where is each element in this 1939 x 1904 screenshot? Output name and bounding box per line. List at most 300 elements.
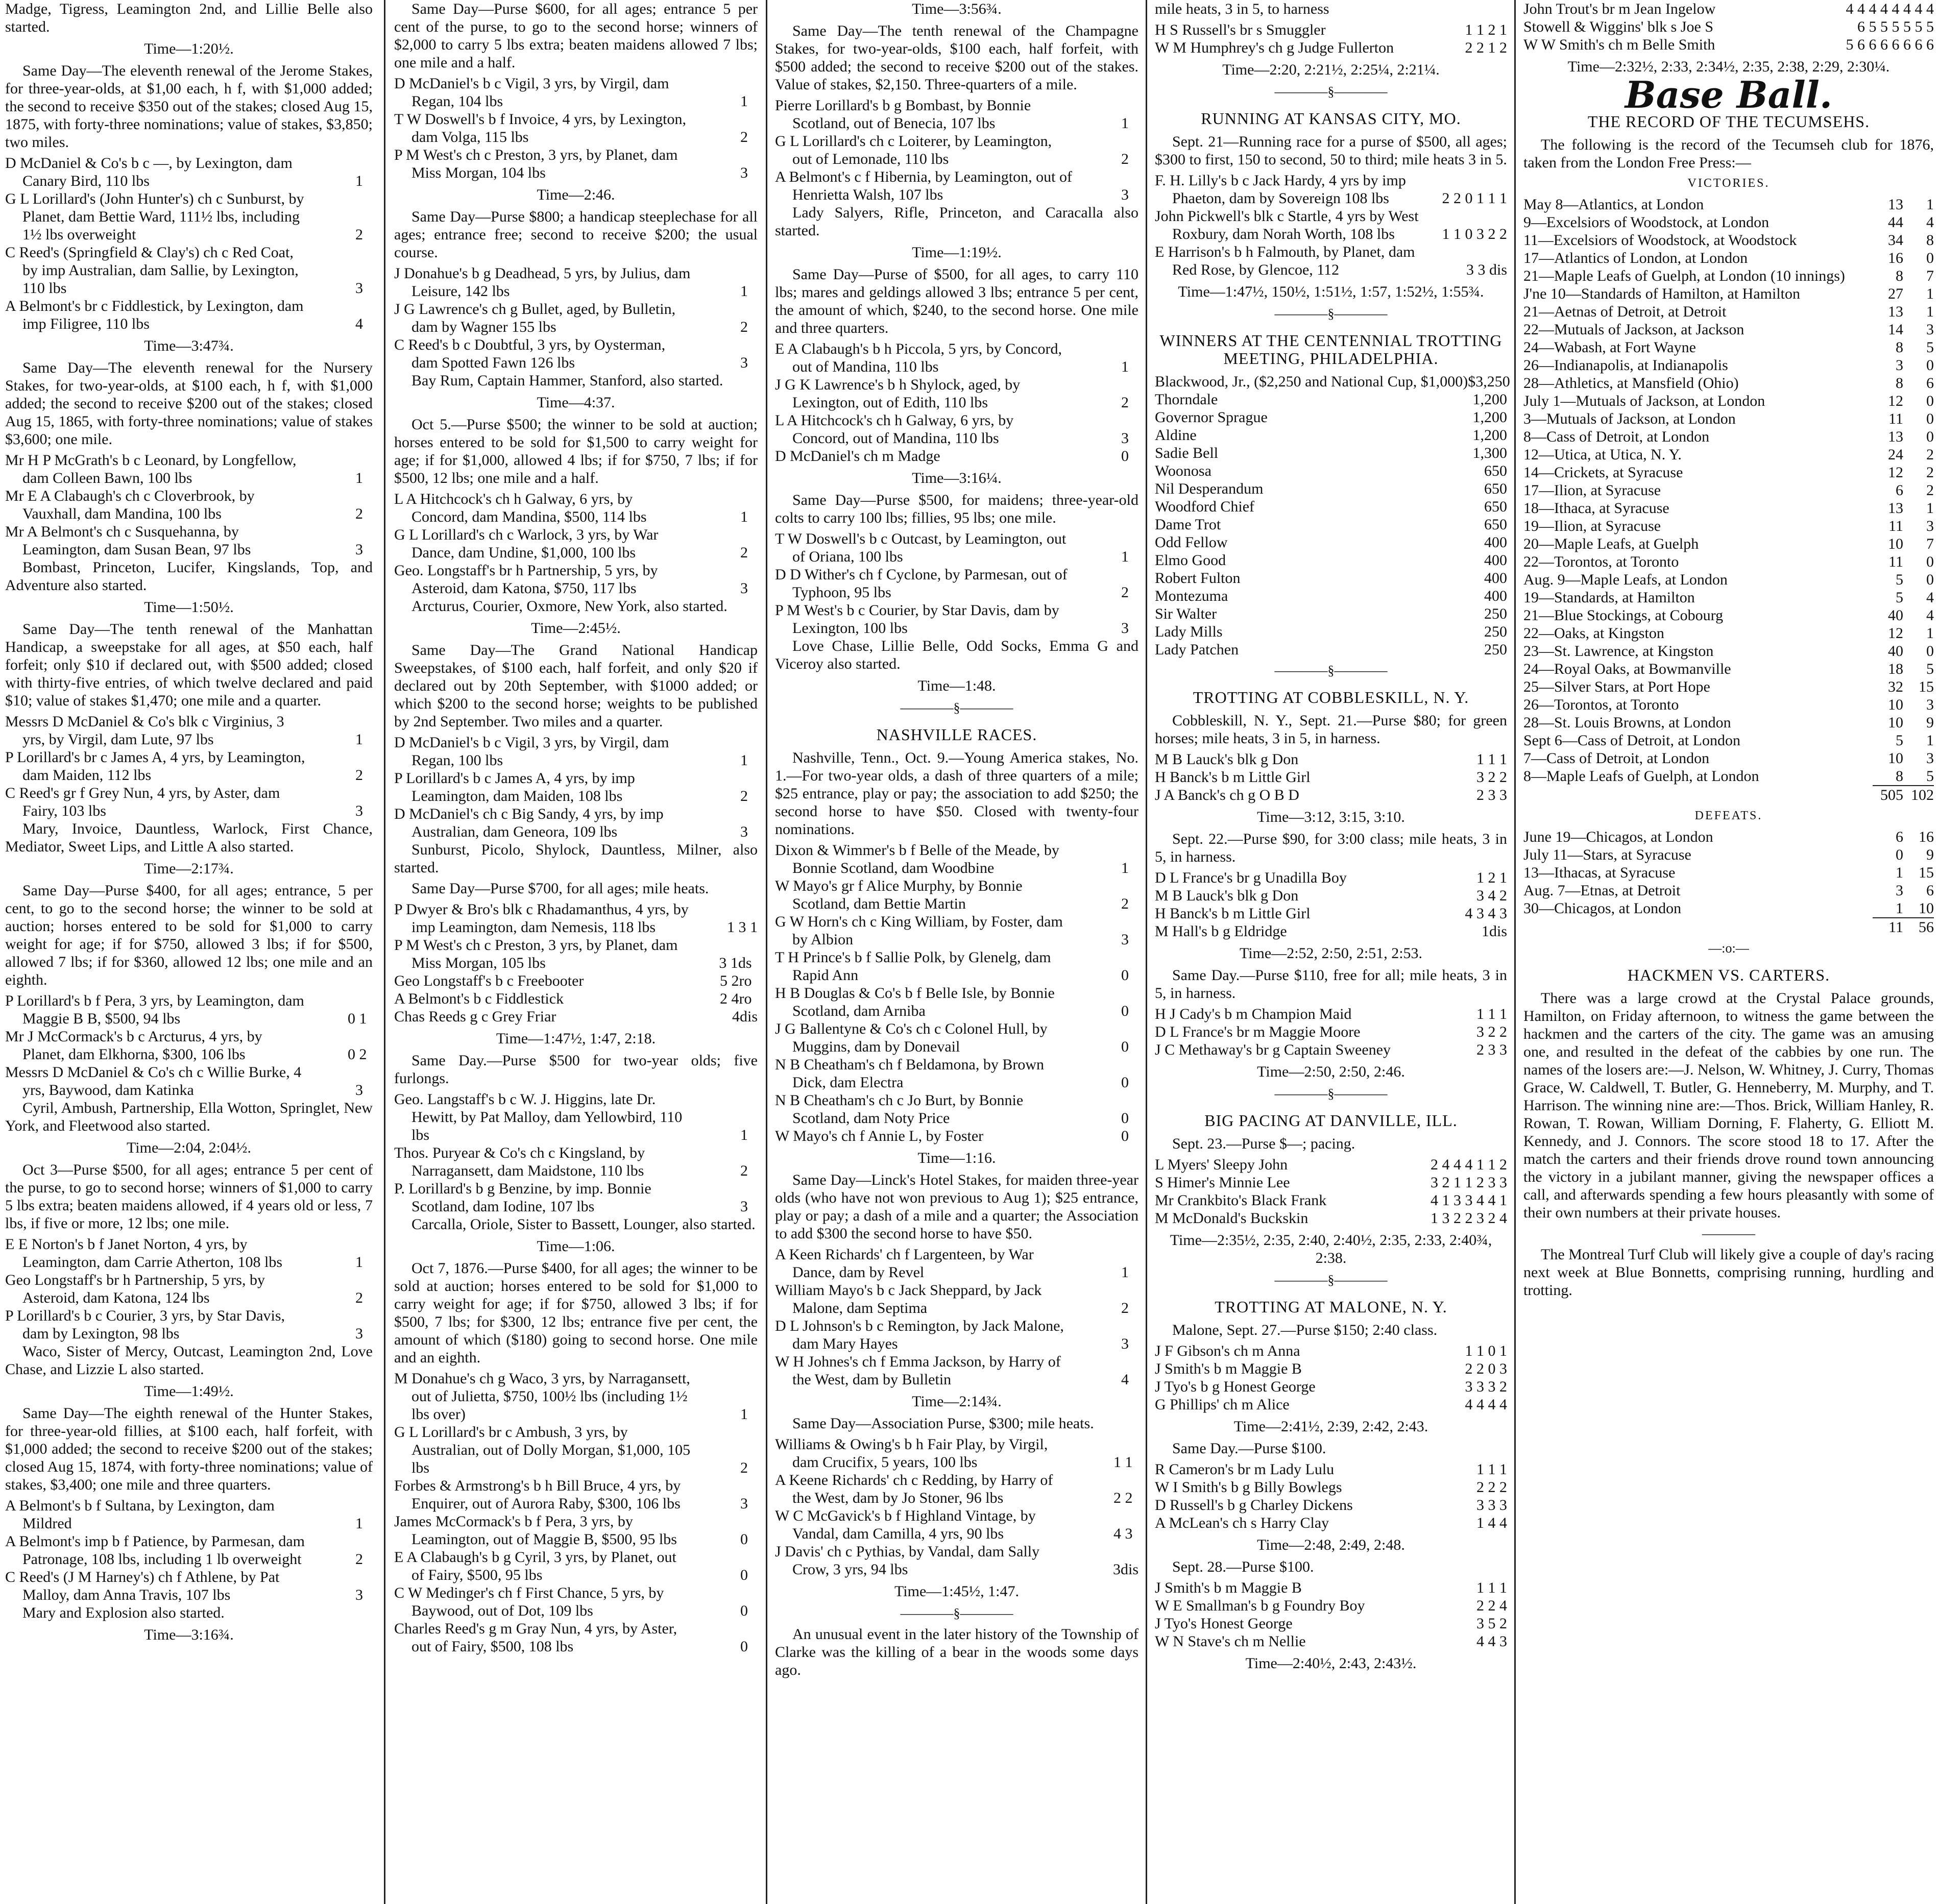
race-time: Time—1:50½. bbox=[144, 599, 234, 616]
race-entry: G L Lorillard's br c Ambush, 3 yrs, by Australian, out of Dolly Morgan, $1,000, 105 lbs 2 bbox=[394, 1423, 758, 1477]
race-description: Same Day—The eleventh renewal of the Jerome Stakes, for three-year-olds, at $1,00 each, h f, with $1,000 added; the second to receive $350 out of the stakes; closed Aug 15, 1875, with forty-three nominations; value of stakes, $3,850; two miles. bbox=[5, 62, 373, 151]
entry-placing: 4 3 bbox=[1113, 1525, 1133, 1542]
entry-text: Thos. Puryear & Co's ch c Kingsland, by Narragansett, dam Maidstone, 110 lbs bbox=[394, 1144, 645, 1179]
entry-text: W M Humphrey's ch g Judge Fullerton bbox=[1155, 39, 1394, 56]
winnings-amount: 650 bbox=[1484, 462, 1507, 479]
race-entry: N B Cheatham's ch c Jo Burt, by Bonnie Scotland, dam Noty Price 0 bbox=[775, 1091, 1138, 1127]
entry-text: E Harrison's b h Falmouth, by Planet, dam Red Rose, by Glencoe, 112 bbox=[1155, 243, 1415, 278]
entry-list bbox=[5, 992, 373, 1099]
column-rule bbox=[1146, 0, 1147, 1904]
entry-text: W Mayo's gr f Alice Murphy, by Bonnie Scotland, dam Bettie Martin bbox=[775, 877, 1023, 912]
column-rule bbox=[1514, 0, 1516, 1904]
runs-for: 3 bbox=[1896, 357, 1903, 374]
runs-against: 6 bbox=[1926, 375, 1934, 392]
runs-against: 5 bbox=[1926, 768, 1934, 785]
horse-name: Dame Trot bbox=[1155, 516, 1221, 533]
winnings-amount: 400 bbox=[1484, 588, 1507, 604]
race-time: Time—1:49½. bbox=[144, 1383, 234, 1400]
game-description: 19—Ilion, at Syracuse bbox=[1523, 518, 1661, 534]
race-entry: D McDaniel & Co's b c —, by Lexington, dam Canary Bird, 110 lbs 1 bbox=[5, 154, 373, 190]
winnings-amount: 400 bbox=[1484, 534, 1507, 551]
race-entry: Geo Longstaff's br h Partnership, 5 yrs, by Asteroid, dam Katona, 124 lbs 2 bbox=[5, 1271, 373, 1307]
race-description: Same Day—The eleventh renewal for the Nursery Stakes, for two-year-olds, at $100 each, h f, with $1,000 added; the second to receive $200 out of the stakes; closed Aug 15, 1865, with forty-three nominations; value of stakes $3,600; one mile. bbox=[5, 359, 373, 448]
runs-for: 6 bbox=[1896, 482, 1903, 499]
entry-placing: 4 1 3 3 4 4 1 bbox=[1431, 1192, 1507, 1209]
game-description: 8—Cass of Detroit, at London bbox=[1523, 428, 1710, 445]
total-runs-for: 505 bbox=[1873, 785, 1903, 804]
section-divider: ————§———— bbox=[1274, 1086, 1388, 1101]
entry-placing: 3 2 1 1 2 3 3 bbox=[1431, 1174, 1507, 1191]
runs-against: 0 bbox=[1926, 643, 1934, 660]
entry-text: John Trout's br m Jean Ingelow bbox=[1523, 1, 1716, 17]
entry-list bbox=[775, 530, 1138, 637]
winnings-amount: 650 bbox=[1484, 516, 1507, 533]
race-entry bbox=[5, 1028, 373, 1063]
race-description: Same Day—The Grand National Handicap Sweepstakes, of $100 each, half forfeit, and only $20 if declared out by 20th September, with $1000 added; or which $200 to the second horse; weights to be published by 2nd September. Two miles and a quarter. bbox=[394, 642, 758, 730]
race-entry: J G K Lawrence's b h Shylock, aged, by Lexington, out of Edith, 110 lbs 2 bbox=[775, 376, 1138, 411]
winnings-row bbox=[1155, 641, 1507, 658]
race-entry bbox=[1155, 1478, 1507, 1496]
entry-placing: 1 2 1 bbox=[1476, 869, 1507, 886]
race-entry: J G Ballentyne & Co's ch c Colonel Hull, by Muggins, dam by Donevail 0 bbox=[775, 1020, 1138, 1056]
race-description: Same Day—Linck's Hotel Stakes, for maiden three-year olds (who have not won previous to Aug 1); $25 entrance, play or pay; a dash of a mile and a quarter; the Association to add $300 the second horse to have $50. bbox=[775, 1171, 1138, 1242]
entry-text: D D Wither's ch f Cyclone, by Parmesan, out of Typhoon, 95 lbs bbox=[775, 566, 1068, 601]
entry-list bbox=[394, 734, 758, 841]
entry-placing: 2 2 0 1 1 1 bbox=[1442, 190, 1507, 207]
race-time: Time—2:48, 2:49, 2:48. bbox=[1257, 1536, 1405, 1553]
entry-placing: 2 2 4 bbox=[1476, 1597, 1507, 1614]
race-entry bbox=[1155, 887, 1507, 905]
entry-placing: 1 1 1 bbox=[1476, 1006, 1507, 1022]
entry-text: Geo. Langstaff's b c W. J. Higgins, late Dr. Hewitt, by Pat Malloy, dam Yellowbird, 110 lbs bbox=[394, 1091, 683, 1143]
runs-against: 4 bbox=[1926, 589, 1934, 606]
race-time: Time—2:35½, 2:35, 2:40, 2:40½, 2:35, 2:33, 2:40¾, 2:38. bbox=[1170, 1232, 1492, 1266]
total-runs-against: 56 bbox=[1903, 917, 1934, 936]
also-started: Bay Rum, Captain Hammer, Stanford, also started. bbox=[411, 372, 723, 389]
race-entry: C Reed's (J M Harney's) ch f Athlene, by Pat Malloy, dam Anna Travis, 107 lbs 3 bbox=[5, 1568, 373, 1604]
entry-text: W W Smith's ch m Belle Smith bbox=[1523, 36, 1715, 53]
race-entry bbox=[1155, 21, 1507, 39]
runs-for: 3 bbox=[1896, 882, 1903, 899]
section-divider: ————§———— bbox=[1274, 663, 1388, 678]
race-entry bbox=[1155, 905, 1507, 922]
race-entry: P. Lorillard's b g Benzine, by imp. Bonnie Scotland, dam Iodine, 107 lbs 3 bbox=[394, 1180, 758, 1215]
horse-name: Nil Desperandum bbox=[1155, 480, 1264, 497]
column-2 bbox=[389, 0, 763, 1904]
game-description: 25—Silver Stars, at Port Hope bbox=[1523, 678, 1710, 695]
horse-name: Montezuma bbox=[1155, 588, 1228, 604]
horse-name: Odd Fellow bbox=[1155, 534, 1228, 551]
runs-against: 6 bbox=[1926, 882, 1934, 899]
entry-placing: 4 3 4 3 bbox=[1465, 905, 1507, 922]
game-description: 30—Chicagos, at London bbox=[1523, 900, 1682, 917]
entry-text: P Dwyer & Bro's blk c Rhadamanthus, 4 yrs, by imp Leamington, dam Nemesis, 118 lbs bbox=[394, 901, 689, 936]
runs-against: 8 bbox=[1926, 232, 1934, 249]
entry-text: N B Cheatham's ch c Jo Burt, by Bonnie Scotland, dam Noty Price bbox=[775, 1092, 1024, 1127]
entry-list bbox=[775, 340, 1138, 465]
race-entry bbox=[1155, 1156, 1507, 1174]
entry-placing: 3 2 2 bbox=[1476, 1023, 1507, 1040]
entry-placing: 3 3 dis bbox=[1466, 261, 1507, 278]
horse-name: Woonosa bbox=[1155, 462, 1211, 479]
section-divider: ————§———— bbox=[900, 700, 1013, 715]
race-time: Time—3:56¾. bbox=[912, 1, 1002, 17]
horse-name: Woodford Chief bbox=[1155, 498, 1255, 515]
race-time: Time—2:40½, 2:43, 2:43½. bbox=[1245, 1655, 1417, 1672]
race-entry: Mr E A Clabaugh's ch c Cloverbrook, by Vauxhall, dam Mandina, 100 lbs 2 bbox=[5, 487, 373, 523]
section-heading: WINNERS AT THE CENTENNIAL TROTTING MEETING, PHILADELPHIA. bbox=[1159, 331, 1502, 368]
entry-text: R Cameron's br m Lady Lulu bbox=[1155, 1461, 1335, 1478]
runs-for: 14 bbox=[1888, 321, 1903, 338]
race-entry: C Reed's b c Doubtful, 3 yrs, by Oysterman, dam Spotted Fawn 126 lbs 3 bbox=[394, 336, 758, 372]
entry-text: E A Clabaugh's b g Cyril, 3 yrs, by Planet, out of Fairy, $500, 95 lbs bbox=[394, 1549, 676, 1583]
race-entry bbox=[1155, 1023, 1507, 1041]
horse-name: Governor Sprague bbox=[1155, 409, 1268, 426]
section-heading: RUNNING AT KANSAS CITY, MO. bbox=[1201, 109, 1461, 128]
entry-placing: 4 4 4 4 bbox=[1465, 1396, 1507, 1413]
fragment-text: mile heats, 3 in 5, to harness bbox=[1155, 1, 1329, 17]
runs-against: 1 bbox=[1926, 285, 1934, 302]
horse-name: Aldine bbox=[1155, 427, 1197, 444]
race-entry bbox=[1523, 36, 1934, 54]
runs-against: 15 bbox=[1919, 864, 1934, 881]
runs-against: 7 bbox=[1926, 267, 1934, 284]
runs-against: 10 bbox=[1919, 900, 1934, 917]
entry-text: Mr H P McGrath's b c Leonard, by Longfellow, dam Colleen Bawn, 100 lbs bbox=[5, 452, 297, 486]
entry-text: Mr J McCormack's b c Arcturus, 4 yrs, by Planet, dam Elkhorna, $300, 106 lbs bbox=[5, 1028, 262, 1063]
game-description: 26—Torontos, at Toronto bbox=[1523, 696, 1679, 713]
race-entry bbox=[1155, 750, 1507, 768]
race-entry bbox=[394, 972, 758, 990]
race-entry bbox=[1155, 869, 1507, 887]
total-runs-against: 102 bbox=[1903, 785, 1934, 804]
runs-against: 16 bbox=[1919, 828, 1934, 845]
entry-text: P. Lorillard's b g Benzine, by imp. Bonnie Scotland, dam Iodine, 107 lbs bbox=[394, 1180, 651, 1215]
entry-text: J Smith's b m Maggie B bbox=[1155, 1579, 1302, 1596]
game-description: 21—Maple Leafs of Guelph, at London (10 innings) bbox=[1523, 267, 1845, 284]
entry-list bbox=[1155, 21, 1507, 57]
section-divider: ———— bbox=[1702, 1226, 1755, 1241]
entry-text: J G Lawrence's ch g Bullet, aged, by Bulletin, dam by Wagner 155 lbs bbox=[394, 301, 676, 335]
section-heading: THE RECORD OF THE TECUMSEHS. bbox=[1587, 112, 1870, 131]
entry-list bbox=[775, 96, 1138, 204]
entry-list bbox=[775, 1246, 1138, 1388]
entry-text: M B Lauck's blk g Don bbox=[1155, 887, 1299, 904]
entry-text: L A Hitchcock's ch h Galway, 6 yrs, by Concord, dam Mandina, $500, 114 lbs bbox=[394, 491, 647, 525]
runs-against: 9 bbox=[1926, 714, 1934, 731]
entry-placing: 1 1 0 1 bbox=[1465, 1342, 1507, 1359]
race-description: Oct 3—Purse $500, for all ages; entrance 5 per cent of the purse, to go to second horse; winners of $1,000 to carry 5 lbs extra; beaten maidens allowed, if 4 years old or less, 7 lbs, if five or more, 12 lbs; one mile. bbox=[5, 1161, 373, 1232]
entry-text: C Reed's (Springfield & Clay's) ch c Red Coat, by imp Australian, dam Sallie, by Lexington, 110 lbs bbox=[5, 244, 299, 297]
race-time: Time—2:52, 2:50, 2:51, 2:53. bbox=[1239, 945, 1423, 962]
race-entry: Forbes & Armstrong's b h Bill Bruce, 4 yrs, by Enquirer, out of Aurora Raby, $300, 106 lbs 3 bbox=[394, 1477, 758, 1512]
game-description: 21—Aetnas of Detroit, at Detroit bbox=[1523, 303, 1727, 320]
entry-placing: 2 3 3 bbox=[1476, 787, 1507, 803]
race-entry: P M West's ch c Preston, 3 yrs, by Planet, dam Miss Morgan, 104 lbs 3 bbox=[394, 146, 758, 182]
winnings-row bbox=[1155, 408, 1507, 426]
runs-against: 1 bbox=[1926, 500, 1934, 517]
total-runs-for: 11 bbox=[1873, 917, 1903, 936]
entry-placing: 5 6 6 6 6 6 6 6 bbox=[1846, 36, 1934, 53]
race-entry bbox=[1155, 922, 1507, 940]
race-time: Time—2:04, 2:04½. bbox=[127, 1139, 251, 1156]
runs-against: 1 bbox=[1926, 732, 1934, 749]
entry-text: G W Horn's ch c King William, by Foster, dam by Albion bbox=[775, 913, 1063, 948]
game-description: 19—Standards, at Hamilton bbox=[1523, 589, 1695, 606]
entry-text: W C McGavick's b f Highland Vintage, by Vandal, dam Camilla, 4 yrs, 90 lbs bbox=[775, 1507, 1036, 1542]
horse-name: Thorndale bbox=[1155, 391, 1218, 408]
winnings-row bbox=[1155, 605, 1507, 623]
runs-against: 5 bbox=[1926, 339, 1934, 356]
entry-text: Williams & Owing's b h Fair Play, by Virgil, dam Crucifix, 5 years, 100 lbs bbox=[775, 1436, 1048, 1471]
race-entry: P Lorillard's b c James A, 4 yrs, by imp Leamington, dam Maiden, 108 lbs 2 bbox=[394, 769, 758, 805]
runs-for: 6 bbox=[1896, 828, 1903, 845]
race-time: Time—2:46. bbox=[537, 186, 615, 203]
game-description: 17—Atlantics of London, at London bbox=[1523, 250, 1748, 266]
race-entry: L A Hitchcock's ch h Galway, 6 yrs, by Concord, dam Mandina, $500, 114 lbs 1 bbox=[394, 490, 758, 526]
race-entry: A Keen Richards' ch f Largenteen, by War Dance, dam by Revel 1 bbox=[775, 1246, 1138, 1281]
race-entry bbox=[1155, 1579, 1507, 1597]
entry-placing: 1 3 1 bbox=[727, 919, 758, 936]
column-rule bbox=[384, 0, 385, 1904]
race-time: Time—2:20, 2:21½, 2:25¼, 2:21¼. bbox=[1222, 61, 1440, 78]
runs-for: 0 bbox=[1896, 846, 1903, 863]
race-entry: D McDaniel's b c Vigil, 3 yrs, by Virgil, dam Regan, 100 lbs 1 bbox=[394, 734, 758, 769]
runs-for: 8 bbox=[1896, 768, 1903, 785]
also-started: Mary and Explosion also started. bbox=[22, 1604, 225, 1621]
race-description: Same Day—Purse $400, for all ages; entrance, 5 per cent, to go to the second horse; the winner to be sold at auction; horses entered to be sold for $1,000 to carry weight for age; if for $750, allowed 3 lbs; if for $500, allowed 7 lbs; if for $360, allowed 12 lbs; one mile and an eighth. bbox=[5, 882, 373, 988]
race-description: Same Day—The tenth renewal of the Manhattan Handicap, a sweepstake for all ages, at $50 each, half forfeit; only $10 if declared out, with $500 added; closed with thirty-five entries, of which twelve declared and paid $10; value of stakes $1,470; one mile and a quarter. bbox=[5, 621, 373, 709]
horse-name: Elmo Good bbox=[1155, 552, 1226, 569]
entry-text: Mr Crankbito's Black Frank bbox=[1155, 1192, 1327, 1209]
race-entry: D McDaniel's b c Vigil, 3 yrs, by Virgil, dam Regan, 104 lbs 1 bbox=[394, 75, 758, 110]
runs-against: 0 bbox=[1926, 410, 1934, 427]
race-entry: G L Lorillard's ch c Loiterer, by Leamington, out of Lemonade, 110 lbs 2 bbox=[775, 132, 1138, 168]
entry-placing: 1 3 2 2 3 2 4 bbox=[1431, 1210, 1507, 1227]
race-time: Time—2:17¾. bbox=[144, 860, 234, 877]
race-entry bbox=[775, 1435, 1138, 1471]
entry-text: J C Methaway's br g Captain Sweeney bbox=[1155, 1041, 1391, 1058]
winnings-amount: 400 bbox=[1484, 552, 1507, 569]
winnings-row bbox=[1155, 533, 1507, 551]
section-divider: ————§———— bbox=[1274, 1273, 1388, 1287]
entry-list bbox=[1155, 1342, 1507, 1413]
race-time: Time—1:48. bbox=[917, 677, 996, 694]
section-heading: TROTTING AT MALONE, N. Y. bbox=[1215, 1298, 1447, 1316]
entry-text: W E Smallman's b g Foundry Boy bbox=[1155, 1597, 1365, 1614]
race-entry: C Reed's (Springfield & Clay's) ch c Red Coat, by imp Australian, dam Sallie, by Lexington, 110 lbs 3 bbox=[5, 243, 373, 297]
defeats-heading: DEFEATS. bbox=[1694, 809, 1763, 822]
race-entry bbox=[775, 1471, 1138, 1507]
entry-list bbox=[5, 1497, 373, 1604]
entry-list bbox=[1155, 1005, 1507, 1059]
runs-for: 40 bbox=[1888, 643, 1903, 660]
entry-text: G L Lorillard's ch c Loiterer, by Leamington, out of Lemonade, 110 lbs bbox=[775, 133, 1052, 167]
fragment-text: Madge, Tigress, Leamington 2nd, and Lillie Belle also started. bbox=[5, 1, 373, 35]
entry-text: L Myers' Sleepy John bbox=[1155, 1156, 1288, 1173]
runs-for: 32 bbox=[1888, 678, 1903, 695]
news-item: The Montreal Turf Club will likely give a couple of day's racing next week at Blue Bonnetts, comprising running, hurdling and trotting. bbox=[1523, 1246, 1934, 1299]
entry-text: D L Johnson's b c Remington, by Jack Malone, dam Mary Hayes bbox=[775, 1317, 1064, 1352]
race-entry bbox=[775, 1543, 1138, 1578]
entry-placing: 3dis bbox=[1112, 1561, 1138, 1578]
race-description: Same Day.—Purse $100. bbox=[1172, 1440, 1326, 1457]
horse-name: Lady Mills bbox=[1155, 623, 1223, 640]
column-rule bbox=[766, 0, 767, 1904]
entry-placing: 4 4 3 bbox=[1476, 1633, 1507, 1650]
race-entry: D D Wither's ch f Cyclone, by Parmesan, out of Typhoon, 95 lbs 2 bbox=[775, 566, 1138, 601]
entry-placing: 1 1 1 bbox=[1476, 751, 1507, 768]
runs-against: 3 bbox=[1926, 321, 1934, 338]
entry-placing: 4 4 4 4 4 4 4 4 bbox=[1846, 1, 1934, 17]
race-time: Time—1:47½, 150½, 1:51½, 1:57, 1:52½, 1:55¾. bbox=[1178, 283, 1484, 300]
entry-placing: 0 1 bbox=[348, 1010, 367, 1027]
entry-text: E E Norton's b f Janet Norton, 4 yrs, by Leamington, dam Carrie Atherton, 108 lbs bbox=[5, 1236, 283, 1271]
race-description: Same Day.—Purse $110, free for all; mile heats, 3 in 5, in harness. bbox=[1155, 967, 1507, 1002]
race-entry bbox=[1155, 1632, 1507, 1650]
game-description: Sept 6—Cass of Detroit, at London bbox=[1523, 732, 1740, 749]
entry-placing: 3 2 2 bbox=[1476, 769, 1507, 786]
runs-for: 11 bbox=[1888, 410, 1903, 427]
entry-text: G L Lorillard's ch c Warlock, 3 yrs, by War Dance, dam Undine, $1,000, 100 lbs bbox=[394, 526, 659, 561]
entry-text: Mr E A Clabaugh's ch c Cloverbrook, by Vauxhall, dam Mandina, 100 lbs bbox=[5, 487, 255, 522]
entry-list bbox=[775, 841, 1138, 1145]
entry-list bbox=[5, 1235, 373, 1342]
section-heading: BIG PACING AT DANVILLE, ILL. bbox=[1204, 1111, 1458, 1130]
entry-text: H S Russell's br s Smuggler bbox=[1155, 21, 1326, 38]
race-entry: C W Medinger's ch f First Chance, 5 yrs, by Baywood, out of Dot, 109 lbs 0 bbox=[394, 1584, 758, 1620]
runs-for: 8 bbox=[1896, 339, 1903, 356]
entry-text: J Tyo's b g Honest George bbox=[1155, 1378, 1316, 1395]
victories-total bbox=[1523, 785, 1934, 804]
entry-placing: 3 3 3 2 bbox=[1465, 1378, 1507, 1395]
runs-for: 13 bbox=[1888, 196, 1903, 213]
winnings-row bbox=[1155, 498, 1507, 516]
entry-list bbox=[1155, 869, 1507, 940]
entry-text: P Lorillard's b c Courier, 3 yrs, by Star Davis, dam by Lexington, 98 lbs bbox=[5, 1307, 285, 1342]
winnings-amount: 400 bbox=[1484, 570, 1507, 587]
also-started: Love Chase, Lillie Belle, Odd Socks, Emma G and Viceroy also started. bbox=[775, 638, 1138, 672]
race-entry: D L Johnson's b c Remington, by Jack Malone, dam Mary Hayes 3 bbox=[775, 1317, 1138, 1353]
entry-list bbox=[394, 900, 758, 1026]
entry-text: Pierre Lorillard's b g Bombast, by Bonnie Scotland, out of Benecia, 107 lbs bbox=[775, 97, 1031, 132]
race-entry bbox=[1523, 18, 1934, 36]
race-entry: W Mayo's gr f Alice Murphy, by Bonnie Scotland, dam Bettie Martin 2 bbox=[775, 877, 1138, 913]
entry-text: W H Johnes's ch f Emma Jackson, by Harry of the West, dam by Bulletin bbox=[775, 1353, 1061, 1388]
entry-text: Geo Longstaff's br h Partnership, 5 yrs, by Asteroid, dam Katona, 124 lbs bbox=[5, 1272, 265, 1306]
entry-list bbox=[394, 490, 758, 597]
entry-placing: 2 3 3 bbox=[1476, 1041, 1507, 1058]
game-description: 14—Crickets, at Syracuse bbox=[1523, 464, 1683, 481]
winnings-row bbox=[1155, 444, 1507, 462]
entry-text: P Lorillard's b c James A, 4 yrs, by imp Leamington, dam Maiden, 108 lbs bbox=[394, 770, 635, 804]
race-time: Time—1:16. bbox=[917, 1150, 996, 1166]
race-entry: G W Horn's ch c King William, by Foster, dam by Albion 3 bbox=[775, 913, 1138, 948]
entry-text: G L Lorillard's br c Ambush, 3 yrs, by Australian, out of Dolly Morgan, $1,000, 105 lbs bbox=[394, 1424, 691, 1476]
race-entry: D McDaniel's ch m Madge 0 bbox=[775, 447, 1138, 465]
game-description: 13—Ithacas, at Syracuse bbox=[1523, 864, 1676, 881]
entry-text: H J Cady's b m Champion Maid bbox=[1155, 1006, 1352, 1022]
race-description: Sept. 22.—Purse $90, for 3:00 class; mile heats, 3 in 5, in harness. bbox=[1155, 831, 1507, 865]
winnings-row bbox=[1155, 516, 1507, 533]
entry-placing: 2 2 0 3 bbox=[1465, 1360, 1507, 1377]
runs-for: 10 bbox=[1888, 750, 1903, 767]
entry-text: Forbes & Armstrong's b h Bill Bruce, 4 yrs, by Enquirer, out of Aurora Raby, $300, 106 lbs bbox=[394, 1477, 681, 1512]
winnings-amount: 1,200 bbox=[1472, 409, 1507, 426]
race-entry bbox=[1155, 786, 1507, 804]
game-description: 23—St. Lawrence, at Kingston bbox=[1523, 643, 1714, 660]
entry-text: A Belmont's b f Sultana, by Lexington, dam Mildred bbox=[5, 1497, 275, 1532]
victories-table bbox=[1523, 196, 1934, 785]
entry-text: A Keene Richards' ch c Redding, by Harry of the West, dam by Jo Stoner, 96 lbs bbox=[775, 1472, 1053, 1506]
race-entry bbox=[1155, 1342, 1507, 1360]
entry-text: William Mayo's b c Jack Sheppard, by Jack Malone, dam Septima bbox=[775, 1282, 1042, 1316]
race-entry: Mr A Belmont's ch c Susquehanna, by Leamington, dam Susan Bean, 97 lbs 3 bbox=[5, 523, 373, 558]
race-description: Cobbleskill, N. Y., Sept. 21.—Purse $80; for green horses; mile heats, 3 in 5, in harness. bbox=[1155, 712, 1507, 747]
entry-text: P Lorillard's br c James A, 4 yrs, by Leamington, dam Maiden, 112 lbs bbox=[5, 749, 305, 784]
entry-placing: 2 4ro bbox=[720, 990, 752, 1007]
entry-placing: 1 1 1 bbox=[1476, 1461, 1507, 1478]
section-heading: TROTTING AT COBBLESKILL, N. Y. bbox=[1193, 688, 1469, 706]
runs-for: 1 bbox=[1896, 864, 1903, 881]
winnings-amount: 250 bbox=[1484, 605, 1507, 622]
entry-text: Geo. Longstaff's br h Partnership, 5 yrs, by Asteroid, dam Katona, $750, 117 lbs bbox=[394, 562, 658, 597]
runs-for: 11 bbox=[1888, 553, 1903, 570]
entry-list bbox=[5, 451, 373, 558]
game-description: 28—Athletics, at Mansfield (Ohio) bbox=[1523, 375, 1739, 392]
race-time: Time—1:06. bbox=[537, 1238, 615, 1255]
game-description: 18—Ithaca, at Syracuse bbox=[1523, 500, 1669, 517]
game-description: 20—Maple Leafs, at Guelph bbox=[1523, 535, 1699, 552]
winnings-amount: 1,300 bbox=[1472, 445, 1507, 461]
winnings-row bbox=[1155, 623, 1507, 641]
entry-list bbox=[394, 75, 758, 182]
entry-text: D McDaniel's b c Vigil, 3 yrs, by Virgil, dam Regan, 104 lbs bbox=[394, 75, 669, 110]
game-description: 17—Ilion, at Syracuse bbox=[1523, 482, 1661, 499]
also-started: Mary, Invoice, Dauntless, Warlock, First Chance, Mediator, Sweet Lips, and Little A also started. bbox=[5, 820, 373, 855]
race-entry bbox=[394, 990, 758, 1008]
race-entry: H B Douglas & Co's b f Belle Isle, by Bonnie Scotland, dam Arniba 0 bbox=[775, 984, 1138, 1020]
race-entry: G L Lorillard's (John Hunter's) ch c Sunburst, by Planet, dam Bettie Ward, 111½ lbs, including 1½ lbs overweight 2 bbox=[5, 190, 373, 243]
game-description: July 1—Mutuals of Jackson, at London bbox=[1523, 393, 1765, 409]
race-description: Sept. 28.—Purse $100. bbox=[1172, 1558, 1314, 1575]
race-entry: E A Clabaugh's b h Piccola, 5 yrs, by Concord, out of Mandina, 110 lbs 1 bbox=[775, 340, 1138, 376]
race-entry bbox=[1155, 39, 1507, 57]
winnings-amount: 250 bbox=[1484, 641, 1507, 658]
entry-text: D L France's br m Maggie Moore bbox=[1155, 1023, 1361, 1040]
race-time: Time—2:41½, 2:39, 2:42, 2:43. bbox=[1233, 1418, 1428, 1435]
section-divider: —:o:— bbox=[1708, 941, 1749, 956]
entry-text: A Keen Richards' ch f Largenteen, by War Dance, dam by Revel bbox=[775, 1246, 1034, 1281]
runs-against: 1 bbox=[1926, 303, 1934, 320]
entry-text: C Reed's (J M Harney's) ch f Athlene, by Pat Malloy, dam Anna Travis, 107 lbs bbox=[5, 1569, 280, 1603]
game-description: 7—Cass of Detroit, at London bbox=[1523, 750, 1710, 767]
entry-list bbox=[1155, 1460, 1507, 1532]
entry-text: C Reed's gr f Grey Nun, 4 yrs, by Aster, dam Fairy, 103 lbs bbox=[5, 785, 280, 819]
entry-text: D McDaniel's b c Vigil, 3 yrs, by Virgil, dam Regan, 100 lbs bbox=[394, 734, 669, 769]
winnings-row bbox=[1155, 373, 1510, 390]
game-description: 8—Maple Leafs of Guelph, at London bbox=[1523, 768, 1759, 785]
race-entry: William Mayo's b c Jack Sheppard, by Jack Malone, dam Septima 2 bbox=[775, 1281, 1138, 1317]
game-description: Aug. 9—Maple Leafs, at London bbox=[1523, 571, 1728, 588]
race-time: Time—3:16¼. bbox=[912, 470, 1002, 486]
defeats-table bbox=[1523, 828, 1934, 917]
race-entry bbox=[1155, 243, 1507, 279]
race-entry: E A Clabaugh's b g Cyril, 3 yrs, by Planet, out of Fairy, $500, 95 lbs 0 bbox=[394, 1548, 758, 1584]
runs-for: 13 bbox=[1888, 500, 1903, 517]
race-entry: P Lorillard's b c Courier, 3 yrs, by Star Davis, dam by Lexington, 98 lbs 3 bbox=[5, 1307, 373, 1342]
runs-against: 1 bbox=[1926, 625, 1934, 642]
